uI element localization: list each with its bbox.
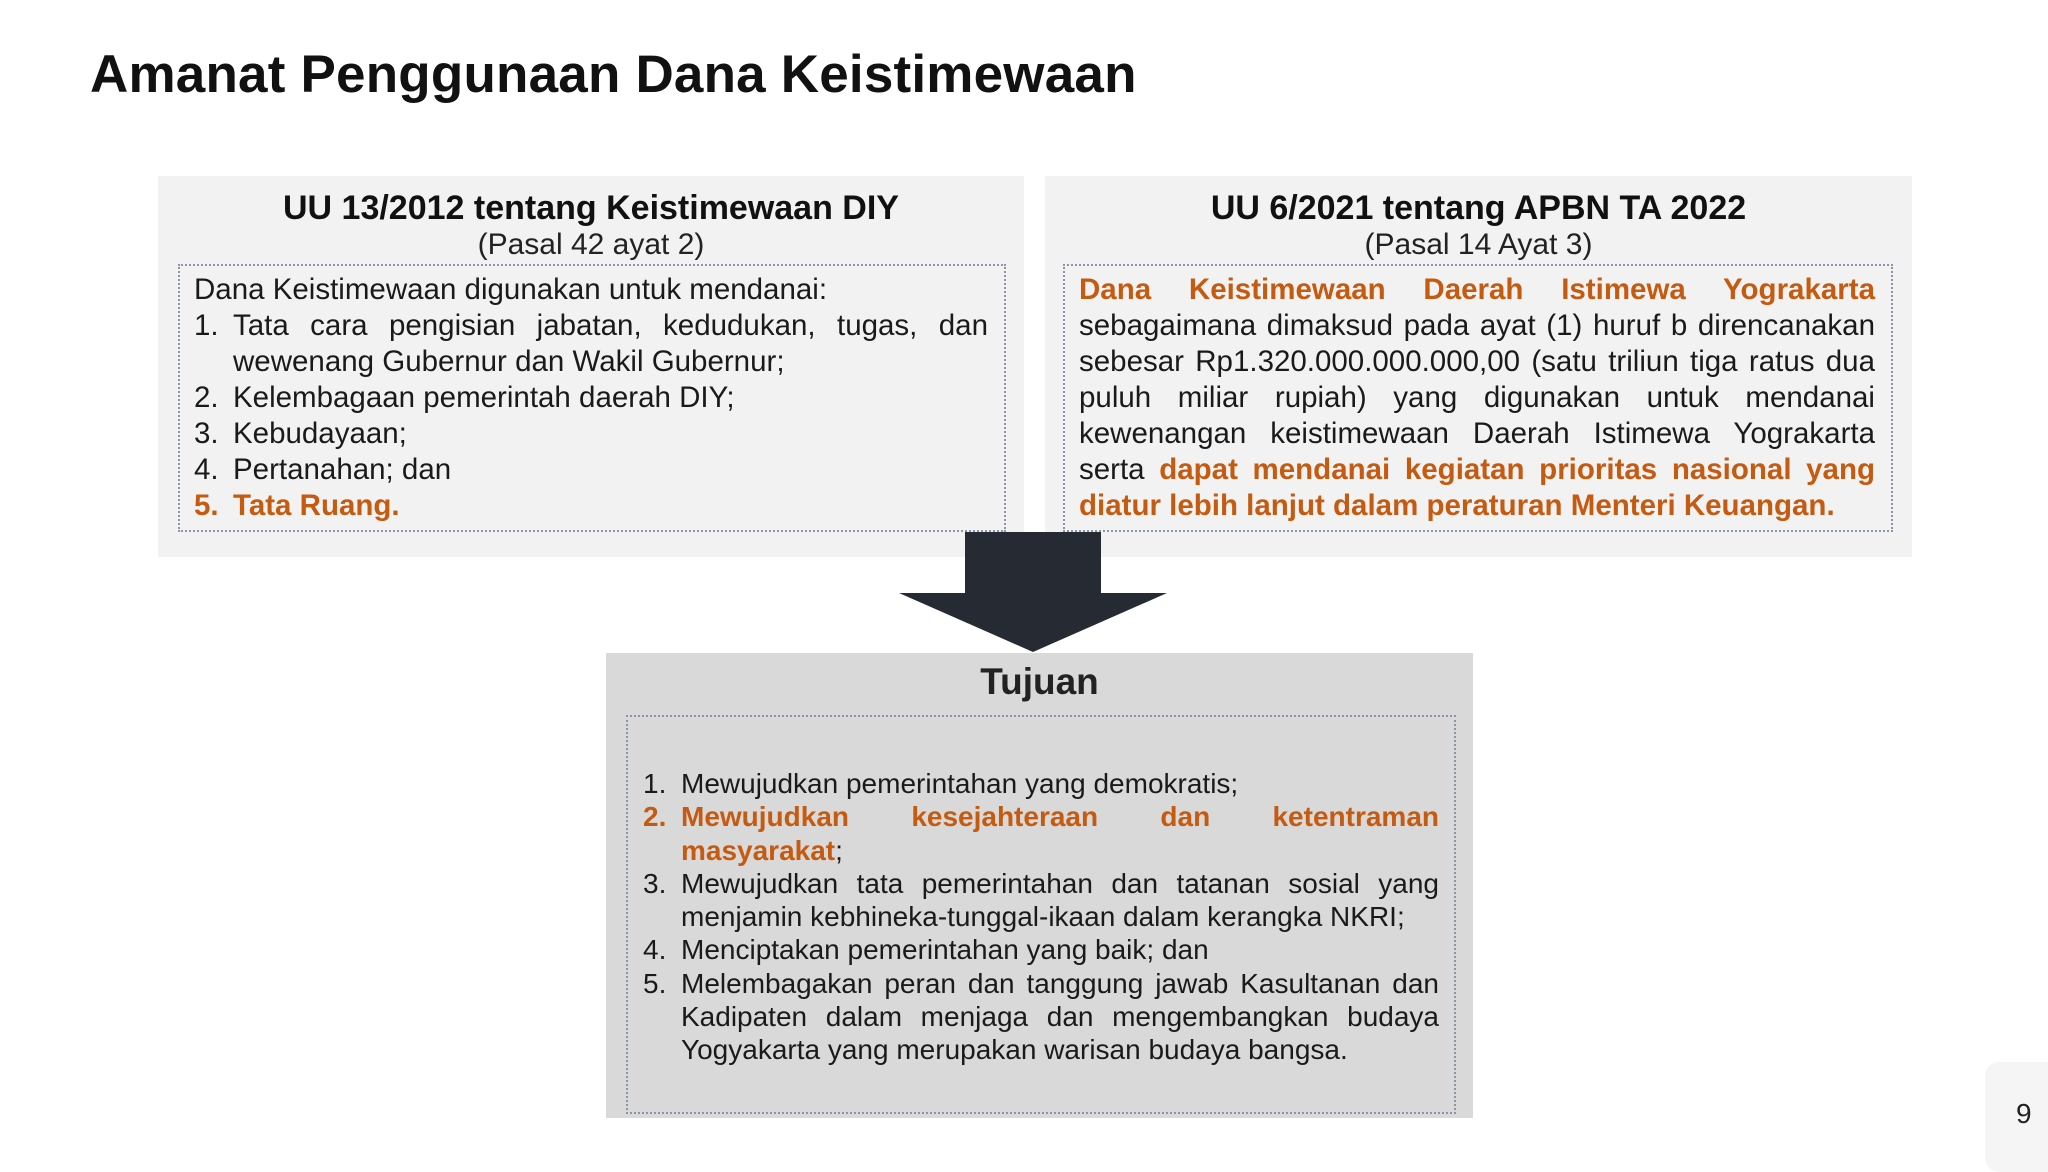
down-arrow-icon: [897, 532, 1169, 654]
goals-list: [643, 767, 1439, 1067]
goals-box: [606, 653, 1473, 1118]
list-item: [194, 452, 988, 488]
list-text-suffix: ;: [835, 834, 843, 866]
funding-list: [194, 308, 988, 524]
list-number: 4.: [194, 453, 219, 486]
law-intro: Dana Keistimewaan digunakan untuk mendanai:: [194, 273, 828, 306]
list-number: 5.: [643, 967, 667, 999]
list-number: 2.: [643, 801, 667, 833]
list-item: [643, 767, 1439, 800]
list-number: 1.: [194, 309, 219, 342]
list-text: Kebudayaan;: [233, 417, 407, 450]
list-text: Mewujudkan pemerintahan yang demokratis;: [681, 768, 1239, 799]
law-box-header: [158, 176, 1024, 262]
list-number: 3.: [194, 417, 219, 450]
list-text: Tata Ruang.: [233, 489, 400, 522]
list-item-highlighted: [643, 800, 1439, 867]
law-body-text: sebagaimana dimaksud pada ayat (1) huruf b direncanakan sebesar Rp1.320.000.000.000,00 (satu triliun tiga ratus dua puluh miliar rupiah) yang digunakan untuk mendanai kewenangan keistimewaan Daerah Istimewa Yograkarta serta: [1079, 309, 1875, 486]
list-text: Menciptakan pemerintahan yang baik; dan: [681, 934, 1209, 966]
list-item: [643, 967, 1439, 1067]
list-text: Melembagakan peran dan tanggung jawab Kasultanan dan Kadipaten dalam menjaga dan mengembangkan budaya Yogyakarta yang merupakan warisan budaya bangsa.: [681, 967, 1439, 1066]
list-item: [194, 308, 988, 380]
highlighted-subject: Dana Keistimewaan Daerah Istimewa Yograkarta: [1079, 273, 1875, 306]
law-box-uu6: [1045, 176, 1912, 557]
list-text: Mewujudkan kesejahteraan dan ketentraman masyarakat: [681, 801, 1439, 866]
law-content-frame: [1063, 264, 1893, 532]
list-number: 1.: [643, 768, 667, 799]
list-item-highlighted: [194, 488, 988, 524]
list-text: Pertanahan; dan: [233, 453, 452, 486]
highlighted-clause: dapat mendanai kegiatan prioritas nasional yang diatur lebih lanjut dalam peraturan Menteri Keuangan.: [1079, 453, 1875, 522]
law-content-frame: [178, 264, 1006, 532]
law-box-uu13: [158, 176, 1024, 557]
list-item: [643, 933, 1439, 966]
page-number: 9: [2016, 1098, 2032, 1129]
list-number: 3.: [643, 867, 667, 899]
law-article: (Pasal 42 ayat 2): [477, 228, 705, 261]
goals-title: Tujuan: [980, 661, 1099, 702]
law-title: UU 6/2021 tentang APBN TA 2022: [1210, 189, 1747, 227]
list-text: Kelembagaan pemerintah daerah DIY;: [233, 381, 735, 414]
list-item: [194, 380, 988, 416]
goals-content-frame: [626, 715, 1456, 1114]
list-number: 2.: [194, 381, 219, 414]
list-number: 4.: [643, 934, 667, 966]
list-item: [643, 867, 1439, 934]
list-text: Mewujudkan tata pemerintahan dan tatanan sosial yang menjamin kebhineka-tunggal-ikaan dalam kerangka NKRI;: [681, 867, 1439, 933]
list-item: [194, 416, 988, 452]
page-title: Amanat Penggunaan Dana Keistimewaan: [90, 45, 1137, 104]
law-article: (Pasal 14 Ayat 3): [1364, 228, 1593, 261]
list-number: 5.: [194, 489, 219, 522]
law-box-header: [1045, 176, 1912, 262]
list-text: Tata cara pengisian jabatan, kedudukan, tugas, dan wewenang Gubernur dan Wakil Gubernur;: [233, 309, 988, 378]
law-title: UU 13/2012 tentang Keistimewaan DIY: [282, 189, 899, 227]
